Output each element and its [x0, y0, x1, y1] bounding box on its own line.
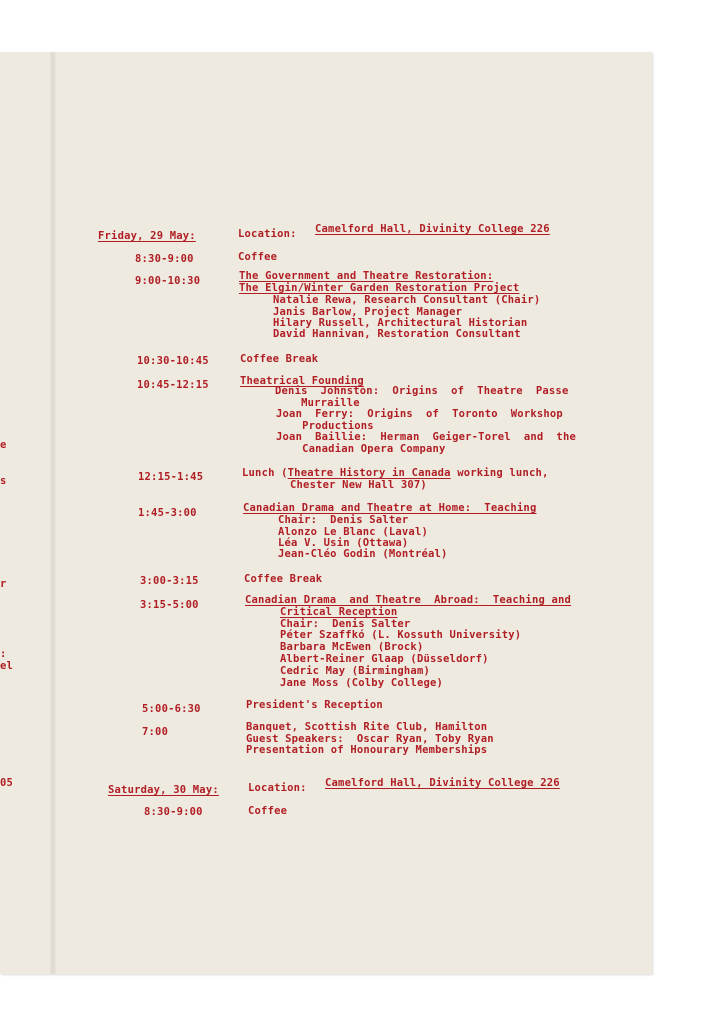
session-time: 5:00-6:30 — [142, 703, 201, 715]
session-title: Lunch (Theatre History in Canada working lunch, — [242, 467, 549, 479]
session-time: 12:15-1:45 — [138, 471, 204, 483]
location-label: Location: — [238, 228, 297, 240]
event-line: Presentation of Honourary Memberships — [246, 744, 488, 756]
session-title: Canadian Drama and Theatre at Home: Teaching — [243, 502, 537, 514]
session-time: 3:00-3:15 — [140, 575, 199, 587]
participant-line: Productions — [276, 420, 374, 432]
margin-fragment: e — [0, 439, 7, 451]
participant-line: Denis Johnston: Origins of Theatre Passe — [275, 385, 569, 397]
session-title: Coffee — [238, 251, 278, 263]
participant-line: Jean-Cléo Godin (Montréal) — [278, 548, 448, 560]
session-time: 10:30-10:45 — [137, 355, 209, 367]
participant-line: Chair: Denis Salter — [278, 514, 409, 526]
session-title: Coffee Break — [240, 353, 319, 365]
participant-line: Barbara McEwen (Brock) — [280, 641, 424, 653]
day-label: Saturday, 30 May: — [108, 784, 219, 796]
session-time: 7:00 — [142, 726, 169, 738]
participant-line: Canadian Opera Company — [276, 443, 446, 455]
session-title-line: The Government and Theatre Restoration: — [239, 270, 494, 282]
participant-line: Joan Ferry: Origins of Toronto Workshop — [276, 408, 563, 420]
participant-line: Albert-Reiner Glaap (Düsseldorf) — [280, 653, 489, 665]
participant-line: Chester New Hall 307) — [290, 479, 427, 491]
margin-fragment: r — [0, 578, 7, 590]
location-value: Camelford Hall, Divinity College 226 — [315, 223, 550, 235]
participant-line: Murraille — [275, 397, 360, 409]
margin-fragment: : — [0, 648, 7, 660]
paper-fold — [50, 52, 56, 974]
margin-fragment: 05 — [0, 777, 14, 789]
participant-line: Hilary Russell, Architectural Historian — [273, 317, 528, 329]
session-time: 8:30-9:00 — [144, 806, 203, 818]
session-title: Coffee Break — [244, 573, 323, 585]
margin-fragment: s — [0, 475, 7, 487]
session-title-line: Critical Reception — [280, 606, 398, 618]
session-time: 8:30-9:00 — [135, 253, 194, 265]
session-title: President's Reception — [246, 699, 383, 711]
session-time: 10:45-12:15 — [137, 379, 209, 391]
participant-line: Léa V. Usin (Ottawa) — [278, 537, 409, 549]
session-title: Theatrical Founding — [240, 375, 364, 387]
day-label: Friday, 29 May: — [98, 230, 196, 242]
participant-line: Jane Moss (Colby College) — [280, 677, 444, 689]
participant-line: Joan Baillie: Herman Geiger-Torel and the — [276, 431, 576, 443]
session-title: Coffee — [248, 805, 288, 817]
participant-line: Alonzo Le Blanc (Laval) — [278, 526, 428, 538]
participant-line: Péter Szaffkó (L. Kossuth University) — [280, 629, 522, 641]
session-time: 3:15-5:00 — [140, 599, 199, 611]
session-time: 9:00-10:30 — [135, 275, 201, 287]
participant-line: Chair: Denis Salter — [280, 618, 411, 630]
participant-line: David Hannivan, Restoration Consultant — [273, 328, 521, 340]
event-line: Guest Speakers: Oscar Ryan, Toby Ryan — [246, 733, 494, 745]
session-time: 1:45-3:00 — [138, 507, 197, 519]
participant-line: Cedric May (Birmingham) — [280, 665, 430, 677]
event-line: Banquet, Scottish Rite Club, Hamilton — [246, 721, 488, 733]
session-title-line: Canadian Drama and Theatre Abroad: Teaching and — [245, 594, 572, 606]
participant-line: Natalie Rewa, Research Consultant (Chair) — [273, 294, 541, 306]
participant-line: Janis Barlow, Project Manager — [273, 306, 463, 318]
location-value: Camelford Hall, Divinity College 226 — [325, 777, 560, 789]
session-title-line: The Elgin/Winter Garden Restoration Project — [239, 282, 520, 294]
margin-fragment: el — [0, 660, 14, 672]
location-label: Location: — [248, 782, 307, 794]
